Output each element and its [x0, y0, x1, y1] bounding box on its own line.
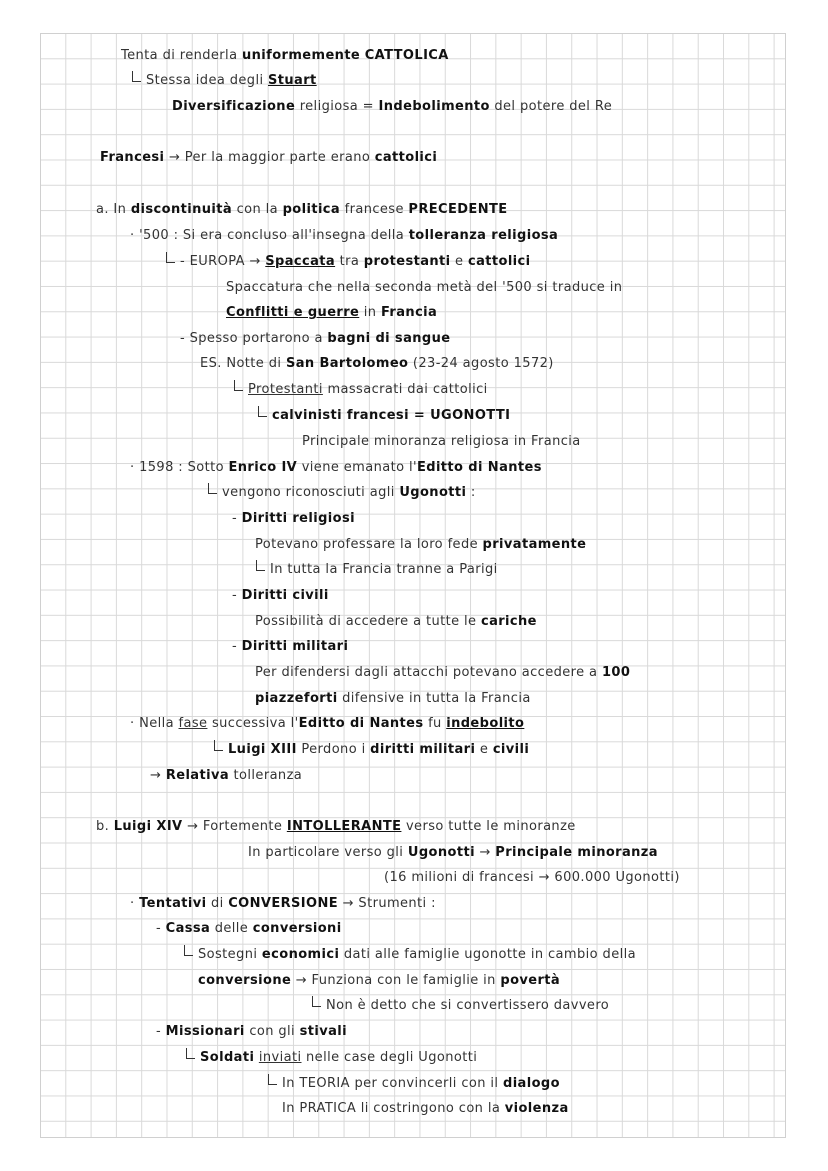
- note-text: Tenta di renderla: [121, 48, 242, 63]
- bold-text: Spaccata: [265, 254, 336, 269]
- bold-text: CATTOLICA: [364, 48, 449, 63]
- bold-text: Francia: [380, 305, 438, 320]
- note-line: [248, 382, 488, 398]
- subpoint-hook-icon: [268, 1074, 277, 1085]
- note-text: (23-24 agosto 1572): [408, 356, 554, 371]
- bold-text: calvinisti francesi = UGONOTTI: [272, 408, 511, 423]
- page-margin-top: [0, 0, 828, 33]
- bold-text: bagni di sangue: [327, 331, 451, 346]
- bold-text: Francesi: [100, 150, 165, 165]
- subpoint-hook-icon: [186, 1048, 195, 1059]
- bold-text: Luigi XIII: [228, 742, 297, 757]
- bold-text: privatamente: [482, 537, 587, 552]
- bold-text: Diritti civili: [241, 588, 329, 603]
- note-line: [282, 1076, 560, 1092]
- note-line: [180, 331, 450, 347]
- note-line: [222, 485, 476, 501]
- note-text: Sostegni: [198, 947, 262, 962]
- bold-text: Tentativi: [139, 896, 207, 911]
- subpoint-hook-icon: [166, 252, 175, 263]
- note-line: [232, 588, 329, 604]
- bold-text: Principale minoranza: [495, 845, 658, 860]
- note-text: -: [156, 1024, 166, 1039]
- note-line: [200, 1050, 477, 1066]
- note-text: a. In: [96, 202, 131, 217]
- bold-text: Stuart: [268, 73, 317, 88]
- bold-text: economici: [261, 947, 340, 962]
- note-line: [384, 870, 680, 886]
- note-text: tolleranza: [229, 768, 303, 783]
- note-line: [255, 614, 537, 630]
- bold-text: Editto di Nantes: [416, 460, 542, 475]
- bold-text: 100: [601, 665, 631, 680]
- note-text: →: [150, 768, 166, 783]
- note-line: [156, 1024, 347, 1040]
- note-text: -: [232, 588, 242, 603]
- note-text: · 1598 : Sotto: [130, 460, 229, 475]
- note-line: [226, 305, 437, 321]
- note-line: [146, 73, 317, 89]
- note-line: [232, 639, 348, 655]
- note-line: [248, 845, 658, 861]
- subpoint-hook-icon: [132, 71, 141, 82]
- note-text: in: [359, 305, 381, 320]
- note-text: ES. Notte di: [200, 356, 286, 371]
- note-line: [255, 537, 586, 553]
- note-line: [100, 150, 437, 166]
- note-text: · Nella: [130, 716, 179, 731]
- note-text: di: [206, 896, 229, 911]
- note-text: verso tutte le minoranze: [401, 819, 576, 834]
- note-line: [130, 228, 558, 244]
- note-line: [255, 691, 531, 707]
- page-margin-left: [0, 0, 40, 1171]
- note-text: fase: [178, 716, 208, 731]
- bold-text: cattolici: [374, 150, 438, 165]
- bold-text: cattolici: [467, 254, 531, 269]
- note-text: → Funziona con le famiglie in: [291, 973, 501, 988]
- note-text: → Strumenti :: [338, 896, 436, 911]
- note-text: In PRATICA li costringono con la: [282, 1101, 505, 1116]
- note-text: dati alle famiglie ugonotte in cambio della: [339, 947, 636, 962]
- note-text: →: [474, 845, 496, 860]
- note-text: · '500 : Si era concluso all'insegna della: [130, 228, 409, 243]
- note-text: ·: [130, 896, 140, 911]
- bold-text: piazzeforti: [255, 691, 338, 706]
- note-text: del potere del Re: [489, 99, 613, 114]
- note-text: viene emanato l': [297, 460, 417, 475]
- bold-text: povertà: [500, 973, 561, 988]
- note-text: Possibilità di accedere a tutte le: [255, 614, 481, 629]
- bold-text: tolleranza religiosa: [408, 228, 559, 243]
- note-text: -: [232, 511, 242, 526]
- subpoint-hook-icon: [214, 740, 223, 751]
- note-text: difensive in tutta la Francia: [337, 691, 531, 706]
- note-text: - Spesso portarono a: [180, 331, 328, 346]
- note-text: b.: [96, 819, 114, 834]
- note-text: vengono riconosciuti agli: [222, 485, 400, 500]
- note-text: → Per la maggior parte erano: [164, 150, 375, 165]
- subpoint-hook-icon: [208, 483, 217, 494]
- bold-text: San Bartolomeo: [285, 356, 409, 371]
- note-text: Stessa idea degli: [146, 73, 269, 88]
- bold-text: indebolito: [446, 716, 525, 731]
- page-margin-bottom: [0, 1138, 828, 1171]
- note-text: -: [232, 639, 242, 654]
- bold-text: discontinuità: [130, 202, 233, 217]
- note-text: nelle case degli Ugonotti: [301, 1050, 478, 1065]
- bold-text: dialogo: [502, 1076, 560, 1091]
- note-line: [302, 434, 581, 450]
- note-text: e: [450, 254, 468, 269]
- note-text: Principale minoranza religiosa in Francia: [302, 434, 581, 449]
- bold-text: PRECEDENTE: [408, 202, 508, 217]
- bold-text: cariche: [480, 614, 537, 629]
- bold-text: Missionari: [165, 1024, 245, 1039]
- bold-text: stivali: [299, 1024, 347, 1039]
- note-text: fu: [423, 716, 447, 731]
- bold-text: civili: [492, 742, 530, 757]
- note-text: con la: [232, 202, 283, 217]
- note-line: [200, 356, 554, 372]
- note-text: tra: [335, 254, 364, 269]
- bold-text: violenza: [504, 1101, 569, 1116]
- note-text: Potevano professare la loro fede: [255, 537, 483, 552]
- bold-text: INTOLLERANTE: [286, 819, 402, 834]
- subpoint-hook-icon: [184, 945, 193, 956]
- note-text: -: [156, 921, 166, 936]
- bold-text: Soldati: [200, 1050, 255, 1065]
- note-line: [326, 998, 609, 1014]
- note-line: [226, 280, 622, 296]
- bold-text: Luigi XIV: [113, 819, 183, 834]
- note-text: delle: [210, 921, 253, 936]
- note-text: (16 milioni di francesi → 600.000 Ugonotti): [384, 870, 680, 885]
- bold-text: conversioni: [252, 921, 342, 936]
- bold-text: Conflitti e guerre: [226, 305, 360, 320]
- note-line: [198, 947, 636, 963]
- note-line: [228, 742, 529, 758]
- bold-text: Diritti religiosi: [241, 511, 355, 526]
- bold-text: Ugonotti: [407, 845, 475, 860]
- note-text: e: [475, 742, 493, 757]
- note-text: Non è detto che si convertissero davvero: [326, 998, 610, 1013]
- note-text: religiosa =: [295, 99, 379, 114]
- note-text: In tutta la Francia tranne a Parigi: [270, 562, 498, 577]
- note-line: [96, 202, 508, 218]
- note-text: francese: [340, 202, 409, 217]
- note-text: Per difendersi dagli attacchi potevano accedere a: [255, 665, 602, 680]
- note-text: Protestanti: [248, 382, 323, 397]
- note-text: Spaccatura che nella seconda metà del '500 si traduce in: [226, 280, 623, 295]
- bold-text: Cassa: [165, 921, 211, 936]
- bold-text: uniformemente: [241, 48, 361, 63]
- note-line: [130, 716, 524, 732]
- note-text: :: [466, 485, 476, 500]
- bold-text: protestanti: [363, 254, 451, 269]
- note-line: [180, 254, 531, 270]
- bold-text: Diritti militari: [241, 639, 349, 654]
- note-text: con gli: [244, 1024, 300, 1039]
- bold-text: Diversificazione: [172, 99, 296, 114]
- bold-text: Editto di Nantes: [298, 716, 424, 731]
- subpoint-hook-icon: [312, 996, 321, 1007]
- note-line: [130, 896, 436, 912]
- bold-text: politica: [282, 202, 341, 217]
- note-line: [150, 768, 302, 784]
- bold-text: CONVERSIONE: [228, 896, 339, 911]
- bold-text: Enrico IV: [228, 460, 298, 475]
- note-line: [232, 511, 355, 527]
- note-line: [121, 48, 449, 64]
- subpoint-hook-icon: [234, 380, 243, 391]
- note-text: successiva l': [207, 716, 299, 731]
- note-line: [156, 921, 342, 937]
- subpoint-hook-icon: [258, 406, 267, 417]
- note-text: inviati: [258, 1050, 302, 1065]
- note-text: → Fortemente: [182, 819, 287, 834]
- bold-text: Relativa: [165, 768, 230, 783]
- note-line: [255, 665, 630, 681]
- page-margin-right: [786, 0, 828, 1171]
- bold-text: diritti militari: [370, 742, 476, 757]
- note-line: [270, 562, 498, 578]
- note-line: [198, 973, 560, 989]
- note-text: - EUROPA →: [180, 254, 266, 269]
- note-text: In TEORIA per convincerli con il: [282, 1076, 503, 1091]
- note-text: Perdono i: [296, 742, 371, 757]
- note-line: [130, 460, 542, 476]
- bold-text: conversione: [198, 973, 292, 988]
- note-line: [282, 1101, 569, 1117]
- note-text: massacrati dai cattolici: [322, 382, 488, 397]
- subpoint-hook-icon: [256, 560, 265, 571]
- note-line: [272, 408, 510, 424]
- note-line: [96, 819, 576, 835]
- note-text: In particolare verso gli: [248, 845, 408, 860]
- bold-text: Ugonotti: [399, 485, 467, 500]
- bold-text: Indebolimento: [378, 99, 490, 114]
- note-line: [172, 99, 612, 115]
